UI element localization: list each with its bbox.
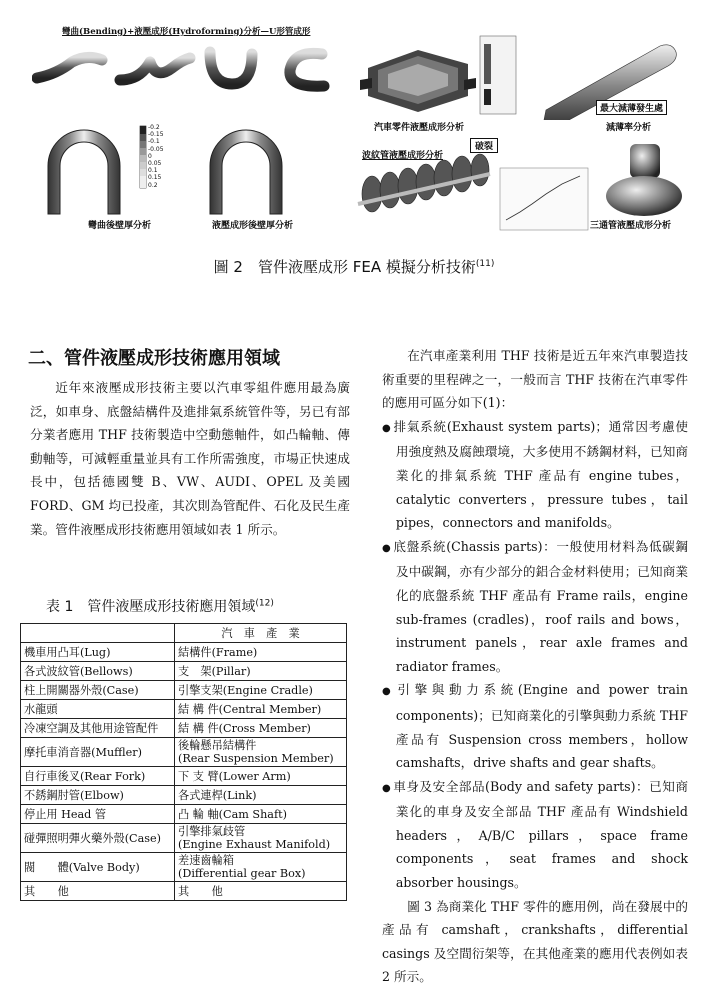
bent-tubes-illustration <box>32 40 332 100</box>
table-row: 摩托車消音器(Muffler) 後輪懸吊結構件 (Rear Suspension Member) <box>21 738 347 767</box>
u-tube-contour-plots <box>40 116 310 216</box>
left-paragraph: 近年來液壓成形技術主要以汽車零組件應用最為廣泛，如車身、底盤結構件及進排氣系統管件等，另已有部分業者應用 THF 技術製造中空動態軸件，如凸輪軸、傳動軸等，可減輕重量並具有工作所需強度，市場正快速成長中，包括德國雙 B、VW、AUDI、OPEL 及美國 FORD、GM 均已投產，其次則為管配件、石化及民生產業。管件液壓成形技術應用領域如表 1 所示。 <box>30 380 350 537</box>
table-row: 閥 體(Valve Body) 差速齒輪箱 (Differential gear Box) <box>21 853 347 882</box>
application-list <box>382 415 688 895</box>
application-table <box>20 623 347 901</box>
rupture-label: 破裂 <box>470 138 498 153</box>
caption-hydro-thickness: 液壓成形後壁厚分析 <box>212 221 294 231</box>
table-row: 碰彈照明彈火藥外殼(Case) 引擎排氣歧管 (Engine Exhaust Manifold) <box>21 824 347 853</box>
list-item: ● 排氣系統(Exhaust system parts)；通常因考慮使用強度熱及腐蝕環境，大多使用不銹鋼材料，已知商業化的排氣系統 THF 產品有 engine tubes，catalytic converters，pressure tubes，tail pipes，connectors and manifolds。 <box>382 415 688 535</box>
table-row: 水龍頭 結 構 件(Central Member) <box>21 700 347 719</box>
table-row: 冷凍空調及其他用途管配件 結 構 件(Cross Member) <box>21 719 347 738</box>
right-column <box>382 344 688 989</box>
right-closing: 圖 3 為商業化 THF 零件的應用例，尚在發展中的產品有 camshaft，crankshafts，differential casings 及空間衍架等，在其他產業的應用代表例如表 2 所示。 <box>382 898 688 985</box>
caption-tee: 三通管液壓成形分析 <box>590 221 672 231</box>
list-item: ● 車身及安全部品(Body and safety parts)：已知商業化的車身及安全部品 THF 產品有 Windshield headers，A/B/C pillars，space frame components，seat frames and shock absorber housings。 <box>382 775 688 895</box>
auto-part-simulation-image <box>358 34 518 120</box>
caption-bellows: 波紋管液壓成形分析 <box>362 151 444 161</box>
right-intro: 在汽車產業利用 THF 技術是近五年來汽車製造技術重要的里程碑之一，一般而言 THF 技術在汽車零件的應用可區分如下(1)： <box>382 348 688 411</box>
table-row: 停止用 Head 管 凸 輪 軸(Cam Shaft) <box>21 805 347 824</box>
section-title: 二、管件液壓成形技術應用領域 <box>28 348 280 369</box>
list-item: ● 底盤系統(Chassis parts)：一般使用材料為低碳鋼及中碳鋼，亦有少部分的鋁合金材料使用；已知商業化的底盤系統 THF 產品有 Frame rails，engine sub-frames (cradles)，roof rails and bows，instrument panels，rear axle frames and radiator frames。 <box>382 535 688 679</box>
caption-fluid: 減薄率分析 <box>606 123 652 133</box>
caption-bend-thickness: 彎曲後壁厚分析 <box>88 221 152 231</box>
table-row: 機車用凸耳(Lug) 結構件(Frame) <box>21 643 347 662</box>
table-title: 表 1 管件液壓成形技術應用領域$^{(12)}$ <box>46 598 274 615</box>
figure-panel-title: 彎曲(Bending)+液壓成形(Hydroforming)分析—U形管成形 <box>62 27 311 37</box>
figure-title: 圖 2 管件液壓成形 FEA 模擬分析技術$^{(11)}$ <box>213 258 495 276</box>
tee-simulation-image <box>604 140 684 220</box>
legend-values: -0.2 -0.15 -0.1 -0.05 0 0.05 0.1 0.15 0.2 <box>148 124 164 189</box>
table-header-row: 汽 車 產 業 <box>21 624 347 643</box>
max-thinning-label: 最大減薄發生處 <box>596 100 667 115</box>
table-row: 柱上開關器外殼(Case) 引擎支架(Engine Cradle) <box>21 681 347 700</box>
list-item: ● 引擎與動力系統(Engine and power train components)；已知商業化的引擎與動力系統 THF 產品有 Suspension cross members，hollow camshafts，drive shafts and gear shafts。 <box>382 678 688 774</box>
table-row: 各式波紋管(Bellows) 支 架(Pillar) <box>21 662 347 681</box>
table-row: 其 他 其 他 <box>21 882 347 901</box>
table-row: 不銹鋼肘管(Elbow) 各式連桿(Link) <box>21 786 347 805</box>
caption-auto-part: 汽車零件液壓成形分析 <box>374 123 465 133</box>
table-row: 自行車後叉(Rear Fork) 下 支 臂(Lower Arm) <box>21 767 347 786</box>
bellows-simulation-image <box>350 150 590 232</box>
